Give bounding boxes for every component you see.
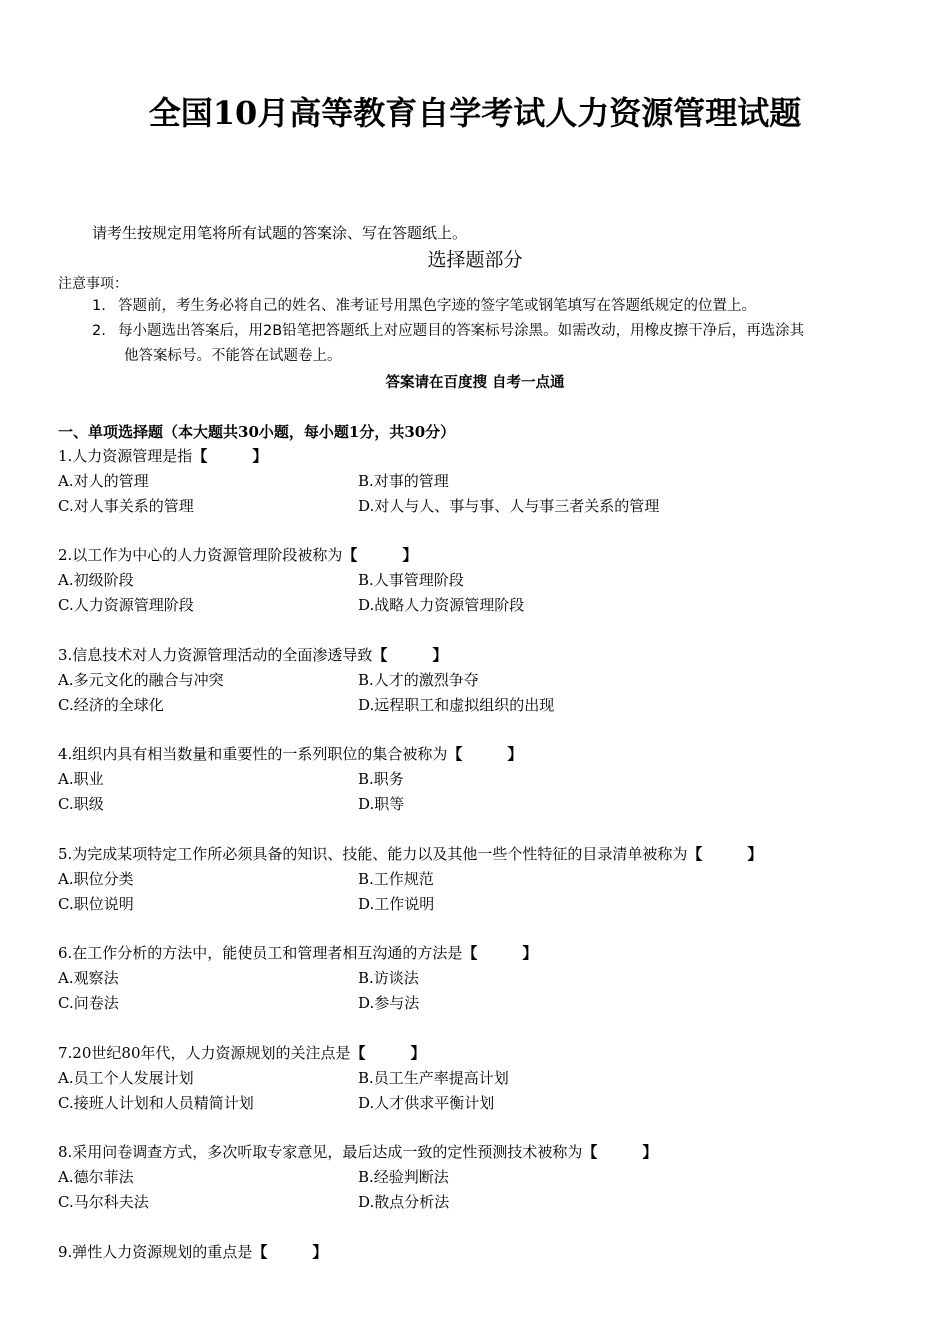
question-stem: 5.为完成某项特定工作所必须具备的知识、技能、能力以及其他一些个性特征的目录清单被称为【 】	[58, 845, 763, 863]
option-d: D.远程职工和虚拟组织的出现	[358, 696, 555, 714]
answer-tip: 答案请在百度搜 自考一点通	[385, 375, 565, 391]
option-b: B.人事管理阶段	[358, 571, 464, 589]
question-4	[58, 742, 918, 817]
question-stem: 7.20世纪80年代，人力资源规划的关注点是【 】	[58, 1044, 426, 1062]
option-a: A.多元文化的融合与冲突	[58, 671, 224, 689]
question-stem: 8.采用问卷调查方式，多次听取专家意见，最后达成一致的定性预测技术被称为【 】	[58, 1143, 658, 1161]
note-number: 1.	[92, 298, 106, 314]
options-row	[58, 966, 918, 991]
question-6	[58, 941, 918, 1016]
option-a: A.初级阶段	[58, 571, 134, 589]
question-1	[58, 444, 918, 519]
answer-bracket: 【 】	[372, 646, 448, 664]
option-d: D.人才供求平衡计划	[358, 1094, 495, 1112]
option-c: C.人力资源管理阶段	[58, 596, 194, 614]
option-d: D.参与法	[358, 994, 420, 1012]
options-row	[58, 469, 918, 494]
answer-bracket: 【 】	[342, 546, 418, 564]
answer-bracket: 【 】	[350, 1044, 426, 1062]
note-2-continued: 他答案标号。不能答在试题卷上。	[124, 348, 342, 364]
note-text: 答题前，考生务必将自己的姓名、准考证号用黑色字迹的签字笔或钢笔填写在答题纸规定的位置上。	[118, 298, 756, 314]
option-b: B.职务	[358, 770, 404, 788]
question-7	[58, 1041, 918, 1116]
option-a: A.职位分类	[58, 870, 134, 888]
option-c: C.职位说明	[58, 895, 134, 913]
note-1	[92, 294, 756, 319]
option-a: A.员工个人发展计划	[58, 1069, 194, 1087]
option-d: D.战略人力资源管理阶段	[358, 596, 525, 614]
notice-heading: 注意事项：	[58, 276, 128, 292]
option-a: A.对人的管理	[58, 472, 149, 490]
question-stem: 9.弹性人力资源规划的重点是【 】	[58, 1243, 328, 1261]
note-text: 每小题选出答案后，用2B铅笔把答题纸上对应题目的答案标号涂黑。如需改动，用橡皮擦干净后，再选涂其	[118, 323, 805, 339]
option-b: B.员工生产率提高计划	[358, 1069, 509, 1087]
question-2	[58, 543, 918, 618]
answer-bracket: 【 】	[687, 845, 763, 863]
options-row	[58, 593, 918, 618]
options-row	[58, 668, 918, 693]
question-stem: 3.信息技术对人力资源管理活动的全面渗透导致【 】	[58, 646, 448, 664]
options-row	[58, 1165, 918, 1190]
option-a: A.德尔菲法	[58, 1168, 134, 1186]
option-d: D.对人与人、事与事、人与事三者关系的管理	[358, 497, 660, 515]
section-heading: 选择题部分	[427, 249, 523, 271]
question-stem: 2.以工作为中心的人力资源管理阶段被称为【 】	[58, 546, 418, 564]
options-row	[58, 792, 918, 817]
answer-bracket: 【 】	[582, 1143, 658, 1161]
answer-bracket: 【 】	[462, 944, 538, 962]
options-row	[58, 1190, 918, 1215]
page-title: 全国10月高等教育自学考试人力资源管理试题	[148, 94, 802, 132]
options-row	[58, 767, 918, 792]
options-row	[58, 494, 918, 519]
option-a: A.观察法	[58, 969, 119, 987]
options-row	[58, 867, 918, 892]
option-b: B.工作规范	[358, 870, 434, 888]
options-row	[58, 1066, 918, 1091]
question-3	[58, 643, 918, 718]
answer-bracket: 【 】	[192, 447, 268, 465]
options-row	[58, 568, 918, 593]
option-b: B.对事的管理	[358, 472, 449, 490]
option-c: C.问卷法	[58, 994, 119, 1012]
question-stem: 4.组织内具有相当数量和重要性的一系列职位的集合被称为【 】	[58, 745, 523, 763]
option-b: B.经验判断法	[358, 1168, 449, 1186]
option-a: A.职业	[58, 770, 104, 788]
options-row	[58, 892, 918, 917]
option-b: B.人才的激烈争夺	[358, 671, 479, 689]
option-c: C.职级	[58, 795, 104, 813]
option-d: D.散点分析法	[358, 1193, 450, 1211]
option-c: C.马尔科夫法	[58, 1193, 149, 1211]
note-number: 2.	[92, 323, 106, 339]
question-5	[58, 842, 918, 917]
options-row	[58, 1091, 918, 1116]
option-c: C.接班人计划和人员精简计划	[58, 1094, 254, 1112]
options-row	[58, 693, 918, 718]
question-9	[58, 1240, 918, 1265]
option-d: D.工作说明	[358, 895, 435, 913]
option-c: C.对人事关系的管理	[58, 497, 194, 515]
note-2	[92, 319, 912, 344]
answer-bracket: 【 】	[252, 1243, 328, 1261]
options-row	[58, 991, 918, 1016]
question-stem: 6.在工作分析的方法中，能使员工和管理者相互沟通的方法是【 】	[58, 944, 538, 962]
question-8	[58, 1140, 918, 1215]
question-stem: 1.人力资源管理是指【 】	[58, 447, 268, 465]
option-b: B.访谈法	[358, 969, 419, 987]
answer-bracket: 【 】	[447, 745, 523, 763]
part-heading: 一、单项选择题（本大题共30小题，每小题1分，共30分）	[58, 423, 456, 441]
option-d: D.职等	[358, 795, 405, 813]
instruction-text: 请考生按规定用笔将所有试题的答案涂、写在答题纸上。	[92, 224, 468, 242]
option-c: C.经济的全球化	[58, 696, 164, 714]
